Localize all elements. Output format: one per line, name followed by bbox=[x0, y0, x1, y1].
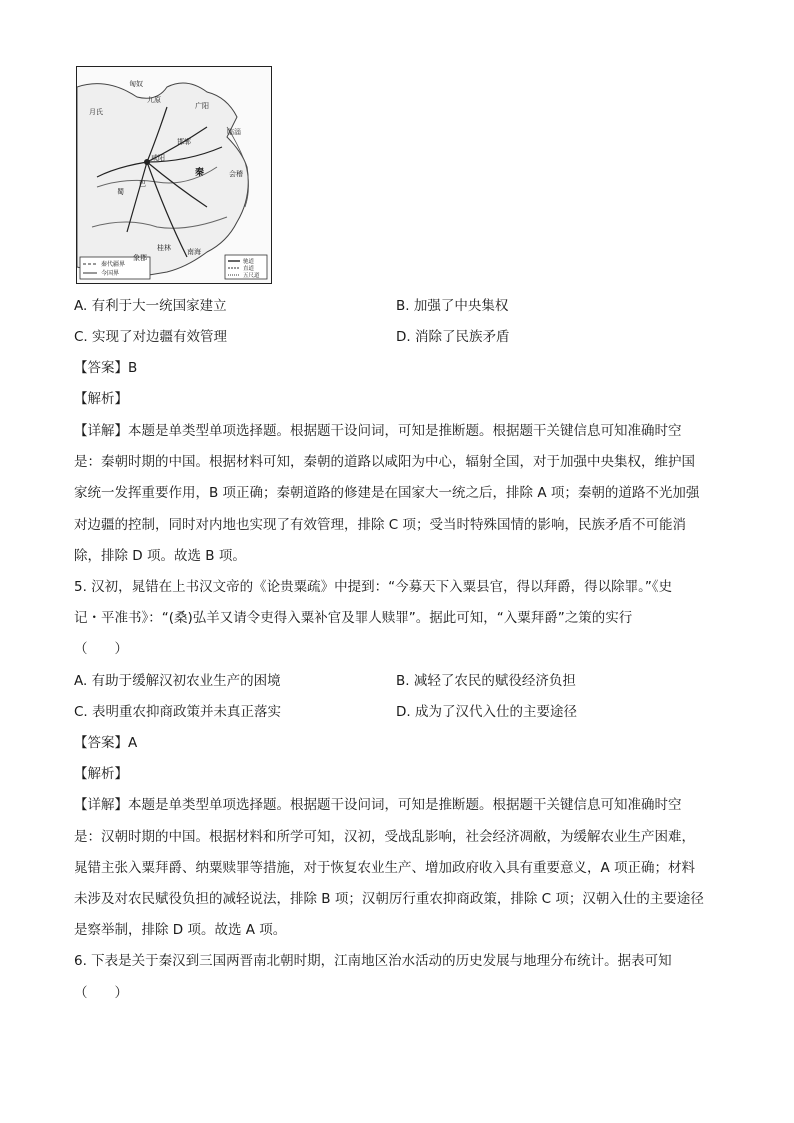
q4-detail-line: 除，排除 D 项。故选 B 项。 bbox=[74, 548, 246, 564]
q4-detail-line: 家统一发挥重要作用，B 项正确；秦朝道路的修建是在国家大一统之后，排除 A 项；秦朝的道路不光加强 bbox=[74, 485, 700, 501]
q5-option-b: B. 减轻了农民的赋役经济负担 bbox=[396, 673, 576, 689]
q5-stem-line: 记・平准书》：“(桑)弘羊又请令吏得入粟补官及罪人赎罪”。据此可知，“入粟拜爵”之策的实行 bbox=[74, 610, 633, 626]
map-label: 月氏 bbox=[89, 108, 103, 116]
map-label: 巴 bbox=[139, 180, 146, 188]
q5-detail-line: 未涉及对农民赋役负担的减轻说法，排除 B 项；汉朝厉行重农抑商政策，排除 C 项；汉朝入仕的主要途径 bbox=[74, 891, 704, 907]
q5-option-a: A. 有助于缓解汉初农业生产的困境 bbox=[74, 673, 281, 689]
q6-stem-line: （ ） bbox=[74, 985, 128, 1001]
q4-detail-line: 对边疆的控制，同时对内地也实现了有效管理，排除 C 项；受当时特殊国情的影响，民族矛盾不可能消 bbox=[74, 517, 687, 533]
map-label: 会稽 bbox=[229, 170, 243, 178]
q5-option-d: D. 成为了汉代入仕的主要途径 bbox=[396, 704, 577, 720]
q5-stem-line: （ ） bbox=[74, 641, 128, 657]
map-label: 蜀 bbox=[117, 188, 124, 196]
map-label: 象郡 bbox=[133, 254, 147, 262]
map-label: 咸阳 bbox=[151, 154, 165, 162]
q5-answer: 【答案】A bbox=[74, 735, 138, 751]
q4-option-d: D. 消除了民族矛盾 bbox=[396, 329, 510, 345]
q5-analysis-heading: 【解析】 bbox=[74, 766, 128, 782]
map-label: 桂林 bbox=[157, 244, 171, 252]
qin-road-map bbox=[76, 66, 272, 284]
map-label: 临淄 bbox=[227, 128, 241, 136]
map-label: 南海 bbox=[187, 248, 201, 256]
legend-item: 今国界 bbox=[101, 270, 120, 277]
q6-stem-line: 6. 下表是关于秦汉到三国两晋南北朝时期，江南地区治水活动的历史发展与地理分布统计。据表可知 bbox=[74, 953, 672, 969]
map-label: 邯郸 bbox=[177, 138, 191, 146]
q5-detail-line: 【详解】本题是单类型单项选择题。根据题干设问词，可知是推断题。根据题干关键信息可知准确时空 bbox=[74, 797, 682, 813]
map-label: 广阳 bbox=[195, 102, 209, 110]
q5-detail-line: 晁错主张入粟拜爵、纳粟赎罪等措施，对于恢复农业生产、增加政府收入具有重要意义，A 项正确；材料 bbox=[74, 860, 696, 876]
q4-option-c: C. 实现了对边疆有效管理 bbox=[74, 329, 228, 345]
legend-item: 驰道 bbox=[243, 259, 255, 265]
map-label: 九原 bbox=[147, 96, 161, 104]
legend-item: 直道 bbox=[243, 266, 255, 272]
q5-stem-line: 5. 汉初，晁错在上书汉文帝的《论贵粟疏》中提到：“今募天下入粟县官，得以拜爵，得以除罪。”《史 bbox=[74, 579, 673, 595]
q5-detail-line: 是察举制，排除 D 项。故选 A 项。 bbox=[74, 922, 287, 938]
legend-item: 秦代疆界 bbox=[101, 261, 126, 268]
q4-option-a: A. 有利于大一统国家建立 bbox=[74, 298, 227, 314]
q4-detail-line: 是：秦朝时期的中国。根据材料可知，秦朝的道路以咸阳为中心，辐射全国，对于加强中央集权，维护国 bbox=[74, 454, 695, 470]
legend-item: 五尺道 bbox=[243, 273, 260, 279]
map-label: 秦 bbox=[195, 168, 205, 178]
q4-detail-line: 【详解】本题是单类型单项选择题。根据题干设问词，可知是推断题。根据题干关键信息可知准确时空 bbox=[74, 423, 682, 439]
q4-answer: 【答案】B bbox=[74, 360, 138, 376]
map-label: 匈奴 bbox=[129, 80, 143, 88]
q4-option-b: B. 加强了中央集权 bbox=[396, 298, 509, 314]
q4-analysis-heading: 【解析】 bbox=[74, 391, 128, 407]
q5-detail-line: 是：汉朝时期的中国。根据材料和所学可知，汉初，受战乱影响，社会经济凋敝，为缓解农业生产困难， bbox=[74, 829, 695, 845]
q5-option-c: C. 表明重农抑商政策并未真正落实 bbox=[74, 704, 282, 720]
